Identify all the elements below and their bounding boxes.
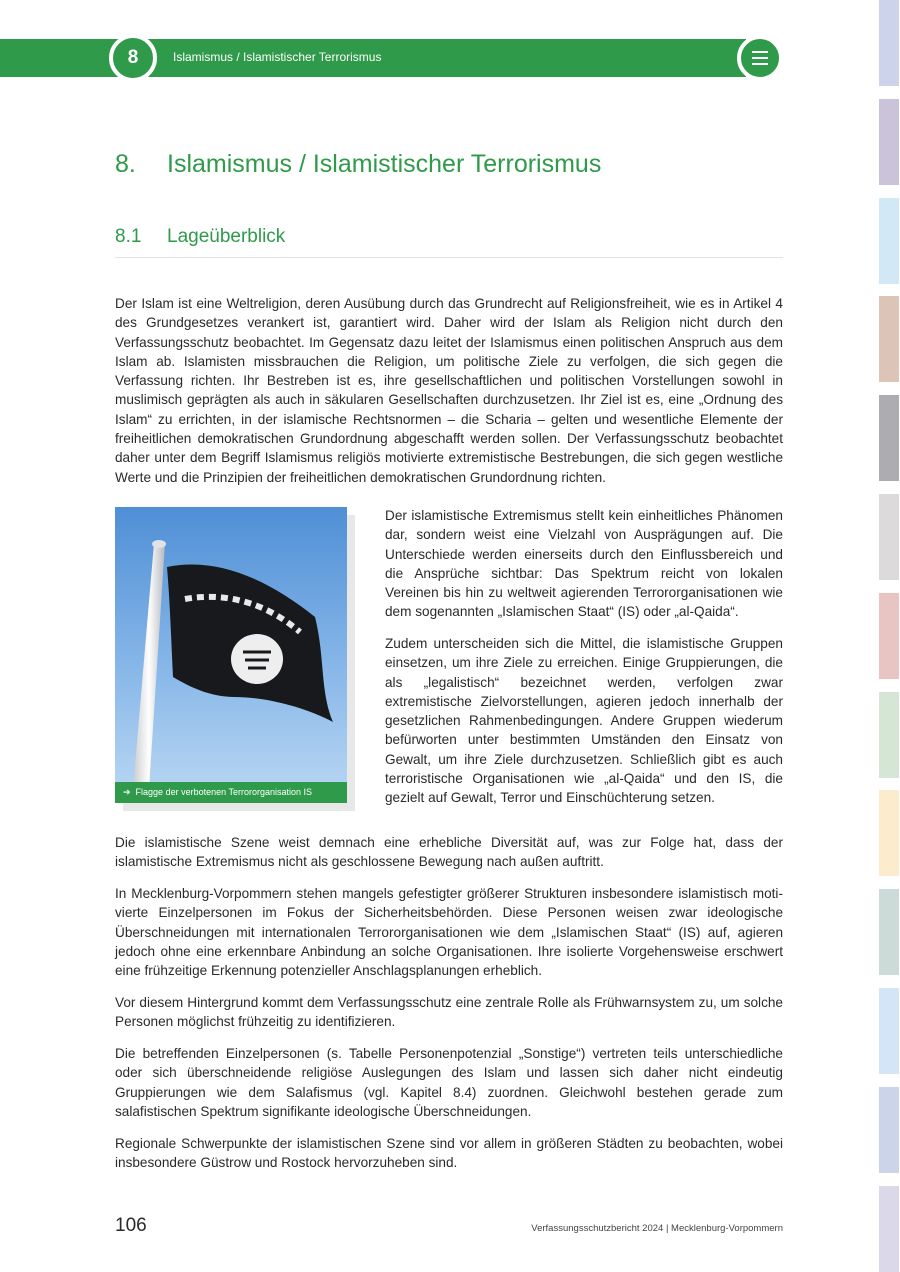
menu-line bbox=[752, 63, 768, 65]
figure-caption bbox=[115, 782, 347, 803]
arrow-right-icon: ➔ bbox=[123, 787, 131, 797]
flag-photo bbox=[115, 507, 347, 803]
flag-illustration bbox=[115, 507, 347, 803]
chapter-tab[interactable] bbox=[879, 1186, 899, 1272]
figure-caption-text: Flagge der verbotenen Terrororganisation IS bbox=[135, 787, 312, 797]
footer-publication: Verfassungsschutzbericht 2024 | Mecklenburg-Vorpommern bbox=[531, 1223, 783, 1234]
paragraph-5 bbox=[115, 993, 783, 1032]
section-heading-number: 8.1 bbox=[115, 226, 142, 247]
chapter-heading-number: 8. bbox=[115, 150, 136, 178]
chapter-number-badge: 8 bbox=[109, 34, 157, 82]
chapter-tab[interactable] bbox=[879, 0, 899, 86]
chapter-tab[interactable] bbox=[879, 99, 899, 185]
chapter-tab[interactable] bbox=[879, 889, 899, 975]
paragraph-intro-text: Der Islam ist eine Weltreligion, deren Ausübung durch das Grundrecht auf Religionsfreiheit, wie es in Artikel 4 des Grundgesetzes verankert ist, garantiert wird. Daher wird der Islam als Religion nicht durch den Verfassungsschutz beobachtet. Im Gegensatz dazu leitet der Islamismus einen politischen Anspruch aus dem Islam ab. Islamisten missbrauchen die Religion, um politische Ziele zu verfolgen, die sich gegen die Verfassung richten. Ihr Bestreben ist es, ihre gesellschaftlichen und politischen Vorstellungen sowohl in muslimisch geprägten als auch in säkularen Gesellschaften durchzusetzen. Ihr Ziel ist es, eine „Ordnung des Islam“ zu errichten, in der islamische Rechtsnormen – die Scharia – gelten und wesentliche Elemente der freiheitlichen demokratischen Grundordnung abgeschafft werden sollen. Der Verfassungsschutz beobachtet daher unter dem Begriff Islamismus religiös motivierte extremistische Bestrebungen, die sich gegen westliche Werte und die Prinzipien der freiheitlichen demokratischen Grundordnung richten. bbox=[115, 296, 783, 485]
paragraph-5-text: Vor diesem Hintergrund kommt dem Verfassungsschutz eine zentrale Rolle als Frühwarnsystem zu, um solche Personen möglichst frühzeitig zu identifizieren. bbox=[115, 995, 783, 1030]
chapter-heading bbox=[115, 150, 601, 179]
section-divider bbox=[115, 257, 783, 258]
chapter-tab[interactable] bbox=[879, 790, 899, 876]
section-heading bbox=[115, 226, 285, 248]
chapter-tab[interactable] bbox=[879, 692, 899, 778]
chapter-tabs bbox=[879, 0, 899, 1272]
paragraph-column-1-text: Der islamistische Extremismus stellt kein einheitliches Phänomen dar, sondern weist eine Vielzahl von Ausprägungen auf. Die Unterschiede werden einerseits durch den Einflussbereich und die Ansprüche sichtbar: Das Spektrum reicht von lokalen Vereinen bis hin zu weltweit agierenden Terrororganisationen wie dem sogenannten „Islamischen Staat“ (IS) oder „al-Qaida“. bbox=[385, 508, 783, 620]
paragraph-4-text: In Mecklenburg-Vorpommern stehen mangels gefestigter größerer Strukturen insbesondere islamistisch motivierte Einzelpersonen im Fokus der Sicherheitsbehörden. Diese Personen weisen zwar ideologische Überschneidungen mit internationalen Terrororganisationen wie dem „Islamischen Staat“ (IS) auf, agieren jedoch ohne eine erkennbare Anbindung an solche Organisationen. Ihre isolierte Vorgehensweise erschwert eine frühzeitige Erkennung potenzieller Anschlagsplanungen erheblich. bbox=[115, 886, 783, 979]
paragraph-4 bbox=[115, 884, 783, 980]
paragraph-6 bbox=[115, 1044, 783, 1121]
paragraph-column-2 bbox=[385, 634, 783, 808]
paragraph-intro bbox=[115, 294, 783, 487]
page-number: 106 bbox=[115, 1215, 147, 1236]
flag-figure bbox=[115, 507, 347, 803]
chapter-tab[interactable] bbox=[879, 988, 899, 1074]
chapter-tab[interactable] bbox=[879, 296, 899, 382]
menu-line bbox=[752, 51, 768, 53]
hamburger-menu-icon[interactable] bbox=[737, 35, 783, 81]
top-bar-title: Islamismus / Islamistischer Terrorismus bbox=[173, 50, 382, 64]
section-heading-title: Lageüberblick bbox=[167, 226, 286, 247]
paragraph-7-text: Regionale Schwerpunkte der islamistischen Szene sind vor allem in größeren Städten zu beobachten, wobei insbesondere Güstrow und Rostock hervorzuheben sind. bbox=[115, 1136, 783, 1171]
chapter-tab[interactable] bbox=[879, 1087, 899, 1173]
paragraph-column-1 bbox=[385, 506, 783, 622]
chapter-tab[interactable] bbox=[879, 593, 899, 679]
paragraph-column-2-text: Zudem unterscheiden sich die Mittel, die islamistische Gruppen einsetzen, um ihre Ziele zu erreichen. Einige Gruppierungen, die als „legalistisch“ bezeichnet werden, verfolgen zwar extremistische Zielvorstellungen, agieren jedoch innerhalb der gesetzlichen Rahmenbedingungen. Andere Gruppen wiederum befürworten unter bestimmten Umständen den Einsatz von Gewalt, um ihre Ziele durchzusetzen. Schließlich gibt es auch terroristische Organisationen wie „al-Qaida“ und den IS, die gezielt auf Gewalt, Terror und Einschüchterung setzen. bbox=[385, 636, 783, 806]
menu-line bbox=[752, 57, 768, 59]
chapter-tab[interactable] bbox=[879, 198, 899, 284]
chapter-heading-title: Islamismus / Islamistischer Terrorismus bbox=[167, 150, 602, 178]
chapter-tab[interactable] bbox=[879, 494, 899, 580]
paragraph-3 bbox=[115, 833, 783, 872]
paragraph-7 bbox=[115, 1134, 783, 1173]
paragraph-6-text: Die betreffenden Einzelpersonen (s. Tabelle Personenpotenzial „Sonstige“) vertreten teils unterschiedliche oder sich überschneidende religiöse Auslegungen des Islam und lassen sich daher nicht eindeutig Gruppierungen wie dem Salafismus (vgl. Kapitel 8.4) zuordnen. Gleichwohl bestehen gerade zum salafistischen Spektrum signifikante ideologische Überschneidungen. bbox=[115, 1046, 783, 1119]
top-bar bbox=[0, 39, 900, 77]
paragraph-3-text: Die islamistische Szene weist demnach eine erhebliche Diversität auf, was zur Folge hat, dass der islamistische Extremismus nicht als geschlossene Bewegung nach außen auftritt. bbox=[115, 835, 783, 870]
chapter-tab[interactable] bbox=[879, 395, 899, 481]
